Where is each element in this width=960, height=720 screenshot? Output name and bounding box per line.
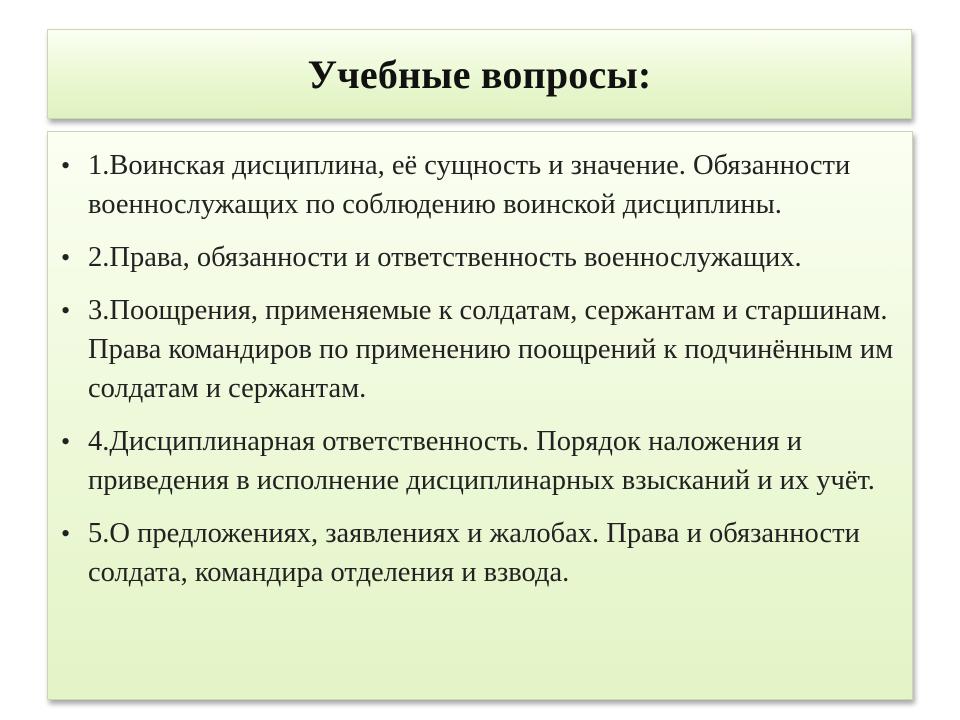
content-panel (47, 131, 913, 700)
bullet-icon: • (61, 427, 71, 456)
bullet-icon: • (61, 151, 71, 180)
list-item-4 (48, 422, 902, 500)
questions-list (48, 132, 912, 592)
list-item-text: 1.Воинская дисциплина, её сущность и значение. Обязанности военнослужащих по соблюдению воинской дисциплины. (88, 150, 851, 220)
bullet-icon: • (61, 519, 71, 548)
list-item-5 (48, 514, 902, 592)
list-item-text: 5.О предложениях, заявлениях и жалобах. Права и обязанности солдата, командира отделения и взвода. (88, 518, 860, 588)
list-item-3 (48, 291, 902, 408)
list-item-text: 4.Дисциплинарная ответственность. Порядок наложения и приведения в исполнение дисциплинарных взысканий и их учёт. (88, 426, 875, 496)
list-item-2 (48, 238, 902, 277)
title-panel (47, 29, 912, 119)
bullet-icon: • (61, 296, 71, 325)
bullet-icon: • (61, 243, 71, 272)
list-item-1 (48, 146, 902, 224)
list-item-text: 3.Поощрения, применяемые к солдатам, сержантам и старшинам. Права командиров по применению поощрений к подчинённым им солдатам и сержантам. (88, 295, 894, 404)
list-item-text: 2.Права, обязанности и ответственность военнослужащих. (88, 242, 802, 273)
slide-title: Учебные вопросы: (307, 51, 652, 97)
